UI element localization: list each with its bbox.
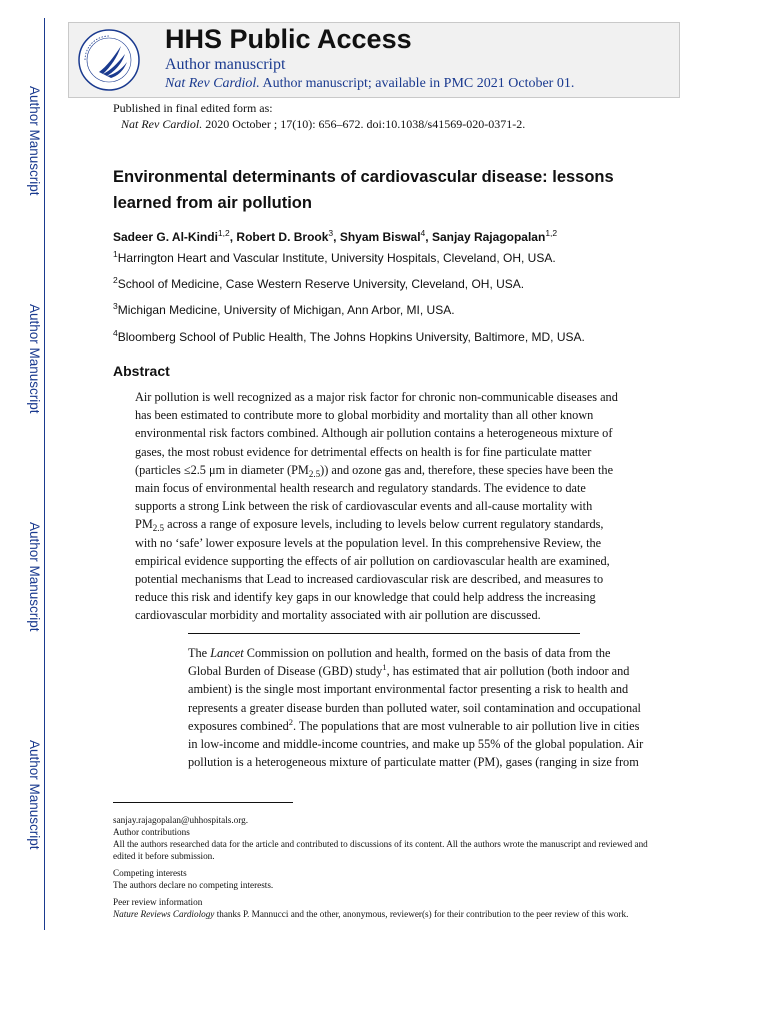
side-label-author-manuscript: Author Manuscript [27, 740, 42, 850]
correspondence-email: sanjay.rajagopalan@uhhospitals.org. [113, 815, 249, 825]
affiliation-text: Michigan Medicine, University of Michigan, Ann Arbor, MI, USA. [117, 303, 455, 317]
text-line: gases, the most robust evidence for detrimental effects on health is for fine particulate matter [135, 444, 592, 459]
side-rule [44, 18, 45, 930]
affiliation [113, 251, 556, 265]
author-list: Sadeer G. Al-Kindi$^{1,2}$, Robert D. Brook$^3$, Shyam Biswal$^4$, Sanjay Rajagopalan$^{1,2}$ [113, 228, 558, 244]
published-info [113, 100, 525, 132]
author-affiliation-mark: 1,2 [545, 228, 558, 238]
text-line: potential mechanisms that Lead to increased cardiovascular risk are described, and measures to [135, 572, 604, 587]
subscript: 2.5 [308, 468, 321, 479]
competing-heading: Competing interests [113, 868, 187, 878]
text-line: reduce this risk and identify key gaps in our knowledge that could help address the increasing [135, 590, 596, 605]
text-line: with no ‘safe’ lower exposure levels at the population level. In this comprehensive Review, the [135, 535, 602, 550]
competing-text: The authors declare no competing interests. [113, 880, 274, 890]
published-citation-line [113, 116, 525, 132]
affiliation-text: Bloomberg School of Public Health, The Johns Hopkins University, Baltimore, MD, USA. [117, 330, 585, 344]
affiliation-number: 1 [113, 249, 118, 259]
text-line: Air pollution is well recognized as a major risk factor for chronic non-communicable diseases and [135, 390, 618, 404]
intro-paragraph [188, 644, 658, 771]
header-journal: Nat Rev Cardiol. [165, 76, 260, 91]
article-title: Environmental determinants of cardiovascular disease: lessons learned from air pollution [113, 168, 614, 212]
subscript: 2.5 [152, 523, 165, 534]
contributions-heading: Author contributions [113, 827, 190, 837]
text-line: Global Burden of Disease (GBD) study$^1$, has estimated that air pollution (both indoor and [188, 662, 630, 679]
citation-ref: 1 [382, 662, 387, 673]
availability-line [165, 76, 574, 92]
text-line: supports a strong Link between the risk of cardiovascular events and all-cause mortality with [135, 499, 593, 514]
published-journal: Nat Rev Cardiol. [121, 117, 203, 131]
author-name: Sadeer G. Al-Kindi [113, 230, 218, 244]
affiliation-text: Harrington Heart and Vascular Institute, University Hospitals, Cleveland, OH, USA. [117, 251, 556, 265]
footnotes [113, 814, 658, 920]
author-name: Sanjay Rajagopalan [431, 230, 546, 244]
published-citation: 2020 October ; 17(10): 656–672. doi:10.1038/s41569-020-0371-2. [205, 117, 526, 131]
side-label-author-manuscript: Author Manuscript [27, 86, 42, 196]
contributions-text: All the authors researched data for the article and contributed to discussions of its content. All the authors wrote the manuscript and reviewed and edited it before submission. [113, 839, 648, 861]
abstract-heading: Abstract [113, 363, 170, 379]
author-name: Shyam Biswal [339, 230, 421, 244]
text-line: cardiovascular morbidity and mortality associated with air pollution are discussed. [135, 608, 541, 623]
text-line: represents a greater disease burden than polluted water, soil contamination and occupational [188, 700, 641, 715]
text-line: ambient) is the single most important environmental factor presenting a risk to health and [188, 682, 629, 697]
author-name: Robert D. Brook [236, 230, 329, 244]
side-label-author-manuscript: Author Manuscript [27, 522, 42, 632]
section-divider [188, 633, 580, 634]
text-line: main focus of environmental health research and regulatory standards. The evidence to date [135, 481, 586, 496]
affiliation-text: School of Medicine, Case Western Reserve University, Cleveland, OH, USA. [117, 277, 525, 291]
text-line: empirical evidence supporting the effects of air pollution on cardiovascular health are examined, [135, 553, 610, 568]
peer-review-heading: Peer review information [113, 897, 203, 907]
published-label: Published in final edited form as: [113, 101, 273, 115]
affiliation-number: 2 [113, 275, 118, 285]
text-line: The Lancet Commission on pollution and health, formed on the basis of data from the [188, 646, 611, 660]
citation-ref: 2 [288, 716, 293, 727]
text-line: has been estimated to contribute more to global morbidity and mortality than all other known [135, 408, 594, 423]
hhs-logo [77, 28, 141, 92]
side-label-author-manuscript: Author Manuscript [27, 304, 42, 414]
peer-review-body: thanks P. Mannucci and the other, anonymous, reviewer(s) for their contribution to the peer review of this work. [214, 909, 629, 919]
author-affiliation-mark: 4 [420, 228, 426, 238]
text-line: environmental risk factors combined. Although air pollution contains a heterogeneous mixture of [135, 426, 613, 441]
affiliation [113, 277, 524, 291]
affiliation [113, 303, 455, 317]
header-title: HHS Public Access [165, 24, 412, 54]
peer-review-text [113, 908, 658, 920]
affiliation-number: 3 [113, 301, 118, 311]
text-line: in low-income and middle-income countries, and make up 55% of the global population. Air [188, 737, 644, 752]
hhs-header [68, 22, 680, 98]
affiliation-number: 4 [113, 328, 118, 338]
text-line: exposures combined$^2$. The populations that are most vulnerable to air pollution live in cities [188, 716, 640, 733]
affiliation [113, 330, 585, 344]
footnote-divider [113, 802, 293, 803]
author-affiliation-mark: 1,2 [217, 228, 230, 238]
availability-text: Author manuscript; available in PMC 2021 October 01. [262, 76, 575, 91]
header-subtitle: Author manuscript [165, 56, 286, 73]
abstract-body [135, 388, 645, 625]
text-line: (particles ≤2.5 μm in diameter $(PM_{2.5})$) and ozone gas and, therefore, these species have been the [135, 462, 614, 479]
peer-review-journal: Nature Reviews Cardiology [113, 909, 215, 919]
text-line: $PM_{2.5}$ across a range of exposure levels, including to levels below current regulatory standards, [135, 517, 604, 534]
author-affiliation-mark: 3 [328, 228, 334, 238]
text-line: pollution is a heterogeneous mixture of particulate matter (PM), gases (ranging in size from [188, 755, 639, 770]
italic-term: Lancet [210, 646, 244, 660]
